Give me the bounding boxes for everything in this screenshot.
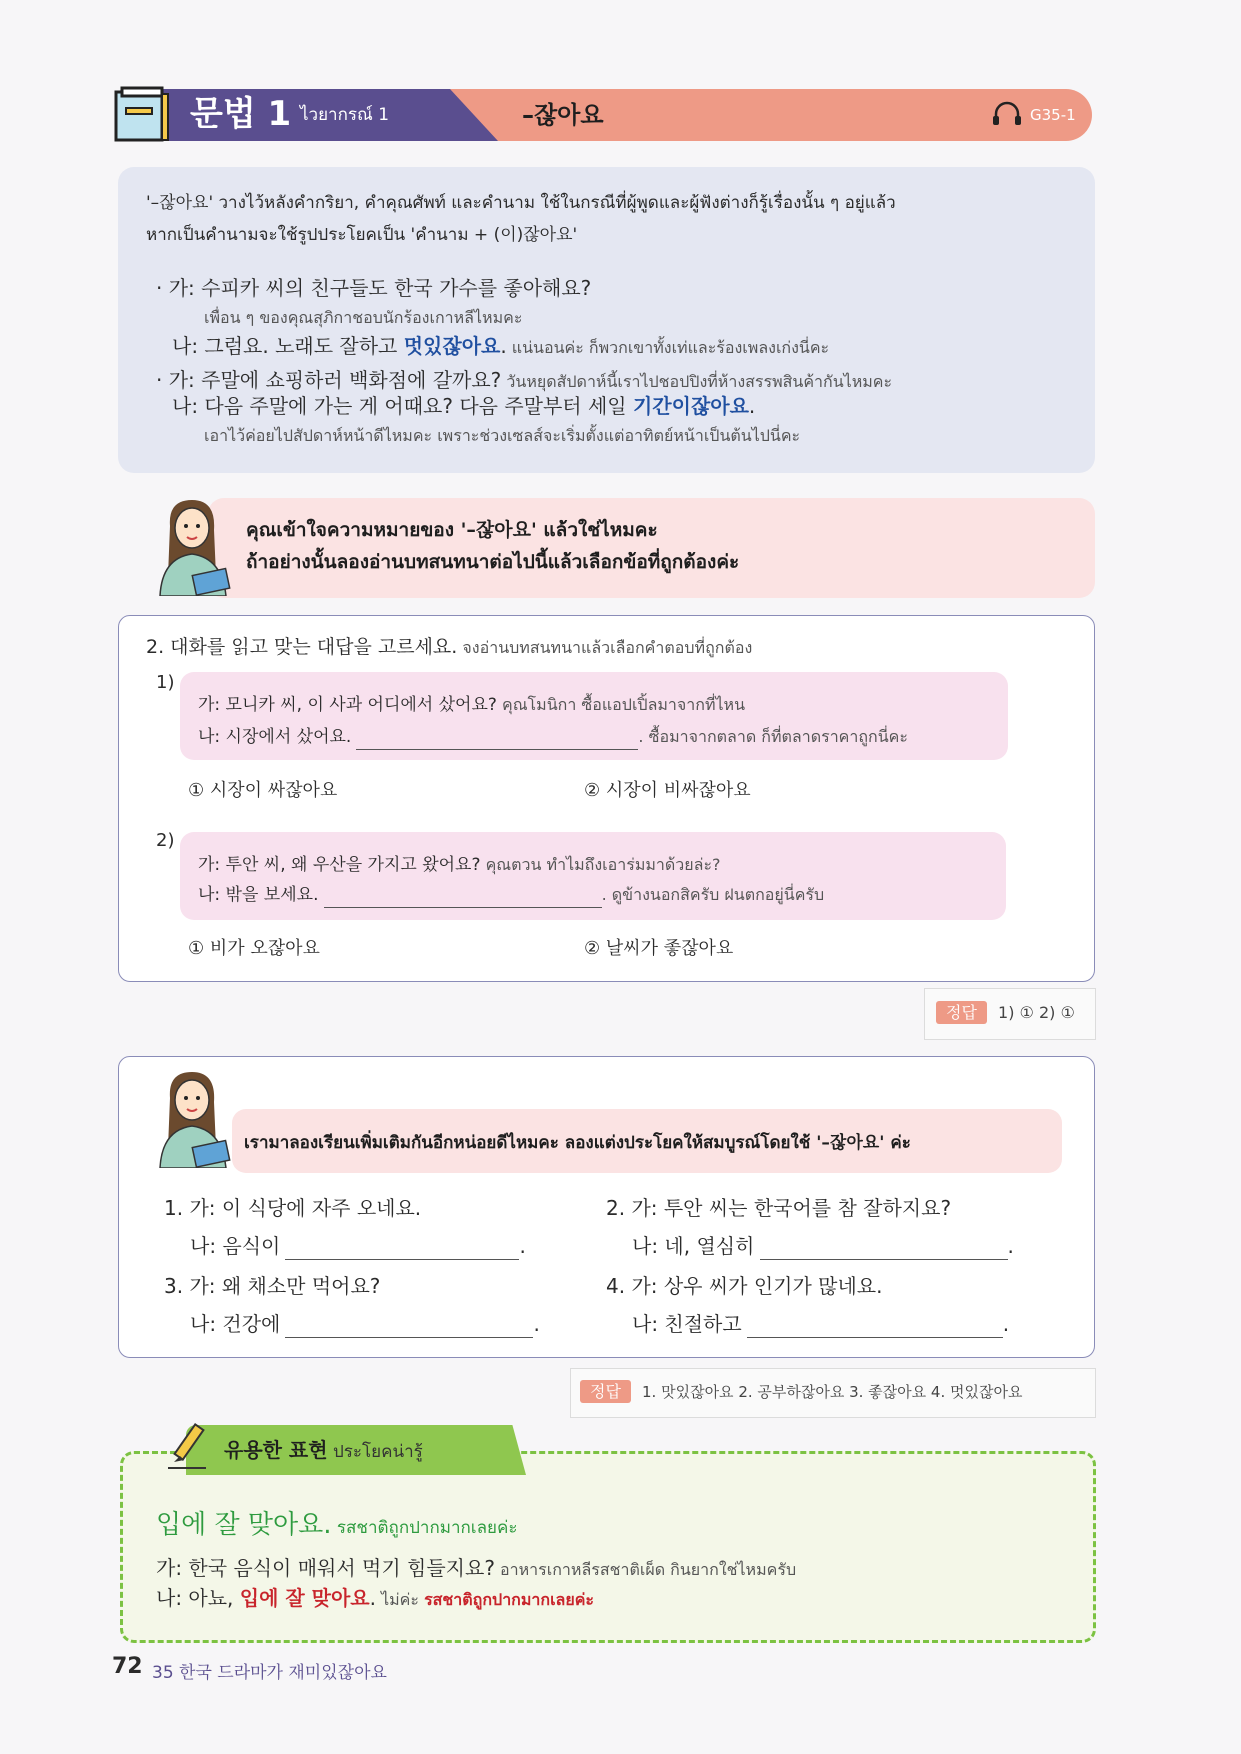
practice-2-answer: 나: 네, 열심히 . (632, 1234, 1014, 1258)
useful-expression-title: 유용한 표현 ประโยคน่ารู้ (224, 1438, 423, 1462)
headphones-icon[interactable] (992, 100, 1022, 128)
item-2-line-a: 가: 투안 씨, 왜 우산을 가지고 왔어요? คุณตวน ทำไมถึงเอาร่มมาด้วยล่ะ? (198, 855, 721, 875)
pencil-icon (166, 1422, 212, 1472)
example-1-b: 나: 그럼요. 노래도 잘하고 멋있잖아요. แน่นอนค่ะ ก็พวกเขาทั้งเท่และร้องเพลงเก่งนี่คะ (172, 334, 830, 358)
practice-3-answer: 나: 건강에 . (190, 1312, 540, 1336)
practice-2-question: 2. 가: 투안 씨는 한국어를 참 잘하지요? (606, 1196, 952, 1220)
item-2-blank[interactable] (324, 889, 602, 908)
exercise-answer: 정답 1) ① 2) ① (936, 1000, 1075, 1023)
exercise-instruction: 2. 대화를 읽고 맞는 대답을 고르세요. จงอ่านบทสนทนาแล้วเลือกคำตอบที่ถูกต้อง (146, 636, 753, 658)
practice-2-blank[interactable] (760, 1241, 1008, 1260)
item-1-option-1[interactable]: ① 시장이 싸잖아요 (188, 780, 338, 801)
example-1-a-thai: เพื่อน ๆ ของคุณสุภิกาชอบนักร้องเกาหลีไหมคะ (204, 308, 523, 327)
practice-1-question: 1. 가: 이 식당에 자주 오네요. (164, 1196, 422, 1220)
explanation-line-2: หากเป็นคำนามจะใช้รูปประโยคเป็น 'คำนาม + (이)잖아요' (146, 225, 578, 245)
bubble-1-line-2: ถ้าอย่างนั้นลองอ่านบทสนทนาต่อไปนี้แล้วเลือกข้อที่ถูกต้องค่ะ (246, 551, 740, 573)
bubble-1-line-1: คุณเข้าใจความหมายของ '–잖아요' แล้วใช่ไหมคะ (246, 519, 658, 541)
page-number: 72 (112, 1654, 143, 1679)
item-1-blank[interactable] (356, 731, 638, 750)
practice-3-question: 3. 가: 왜 채소만 먹어요? (164, 1274, 381, 1298)
item-2-option-1[interactable]: ① 비가 오잖아요 (188, 938, 320, 959)
useful-phrase: 입에 잘 맞아요. รสชาติถูกปากมากเลยค่ะ (156, 1510, 518, 1540)
example-2-a: · 가: 주말에 쇼핑하러 백화점에 갈까요? วันหยุดสัปดาห์นี้เราไปชอปปิงที่ห้างสรรพสินค้ากันไหมคะ (156, 368, 893, 392)
example-2-highlight: 기간이잖아요 (632, 394, 749, 418)
section-title-thai: ไวยากรณ์ 1 (300, 105, 390, 125)
audio-track-label: G35-1 (1030, 106, 1076, 124)
book-icon (114, 86, 170, 144)
grammar-point: –잖아요 (522, 101, 604, 129)
teacher-icon (150, 1068, 242, 1168)
example-2-b: 나: 다음 주말에 가는 게 어때요? 다음 주말부터 세일 기간이잖아요. (172, 394, 756, 418)
useful-line-b: 나: 아뇨, 입에 잘 맞아요. ไม่ค่ะ รสชาติถูกปากมากเลยค่ะ (156, 1586, 595, 1610)
item-1-option-2[interactable]: ② 시장이 비싸잖아요 (584, 780, 751, 801)
practice-bubble-text: เรามาลองเรียนเพิ่มเติมกันอีกหน่อยดีไหมคะ ลองแต่งประโยคให้สมบูรณ์โดยใช้ '–잖아요' ค่ะ (244, 1133, 911, 1153)
explanation-line-1: '–잖아요' วางไว้หลังคำกริยา, คำคุณศัพท์ และคำนาม ใช้ในกรณีที่ผู้พูดและผู้ฟังต่างก็รู้เรื่องนั้น ๆ อยู่แล้ว (146, 193, 896, 213)
item-2-line-b: 나: 밖을 보세요. . ดูข้างนอกสิครับ ฝนตกอยู่นี่ครับ (198, 880, 824, 908)
practice-3-blank[interactable] (285, 1319, 533, 1338)
example-2-b-thai: เอาไว้ค่อยไปสัปดาห์หน้าดีไหมคะ เพราะช่วงเซลส์จะเริ่มตั้งแต่อาทิตย์หน้าเป็นต้นไปนี่คะ (204, 426, 801, 445)
practice-answer: 정답 1. 맛있잖아요 2. 공부하잖아요 3. 좋잖아요 4. 멋있잖아요 (580, 1379, 1022, 1402)
item-2-number: 2) (156, 830, 175, 851)
useful-highlight: 입에 잘 맞아요 (239, 1586, 370, 1610)
example-1-highlight: 멋있잖아요 (403, 334, 501, 358)
item-1-number: 1) (156, 672, 175, 693)
answer-label: 정답 (580, 1380, 631, 1403)
section-title: 문법 1 (190, 94, 292, 134)
practice-4-blank[interactable] (747, 1319, 1003, 1338)
useful-line-a: 가: 한국 음식이 매워서 먹기 힘들지요? อาหารเกาหลีรสชาติเผ็ด กินยากใช่ไหมครับ (156, 1556, 797, 1580)
practice-4-question: 4. 가: 상우 씨가 인기가 많네요. (606, 1274, 883, 1298)
practice-1-blank[interactable] (285, 1241, 519, 1260)
item-2-option-2[interactable]: ② 날씨가 좋잖아요 (584, 938, 734, 959)
example-1-a: · 가: 수피카 씨의 친구들도 한국 가수를 좋아해요? (156, 276, 592, 300)
item-1-line-a: 가: 모니카 씨, 이 사과 어디에서 샀어요? คุณโมนิกา ซื้อแอปเปิ้ลมาจากที่ไหน (198, 695, 746, 715)
useful-expression-box (120, 1451, 1096, 1643)
answer-label: 정답 (936, 1001, 987, 1024)
chapter-title: 35 한국 드라마가 재미있잖아요 (152, 1663, 387, 1683)
item-1-line-b: 나: 시장에서 샀어요. . ซื้อมาจากตลาด ก็ที่ตลาดราคาถูกนี่คะ (198, 722, 908, 750)
teacher-icon (150, 496, 242, 596)
practice-1-answer: 나: 음식이 . (190, 1234, 526, 1258)
practice-4-answer: 나: 친절하고 . (632, 1312, 1010, 1336)
